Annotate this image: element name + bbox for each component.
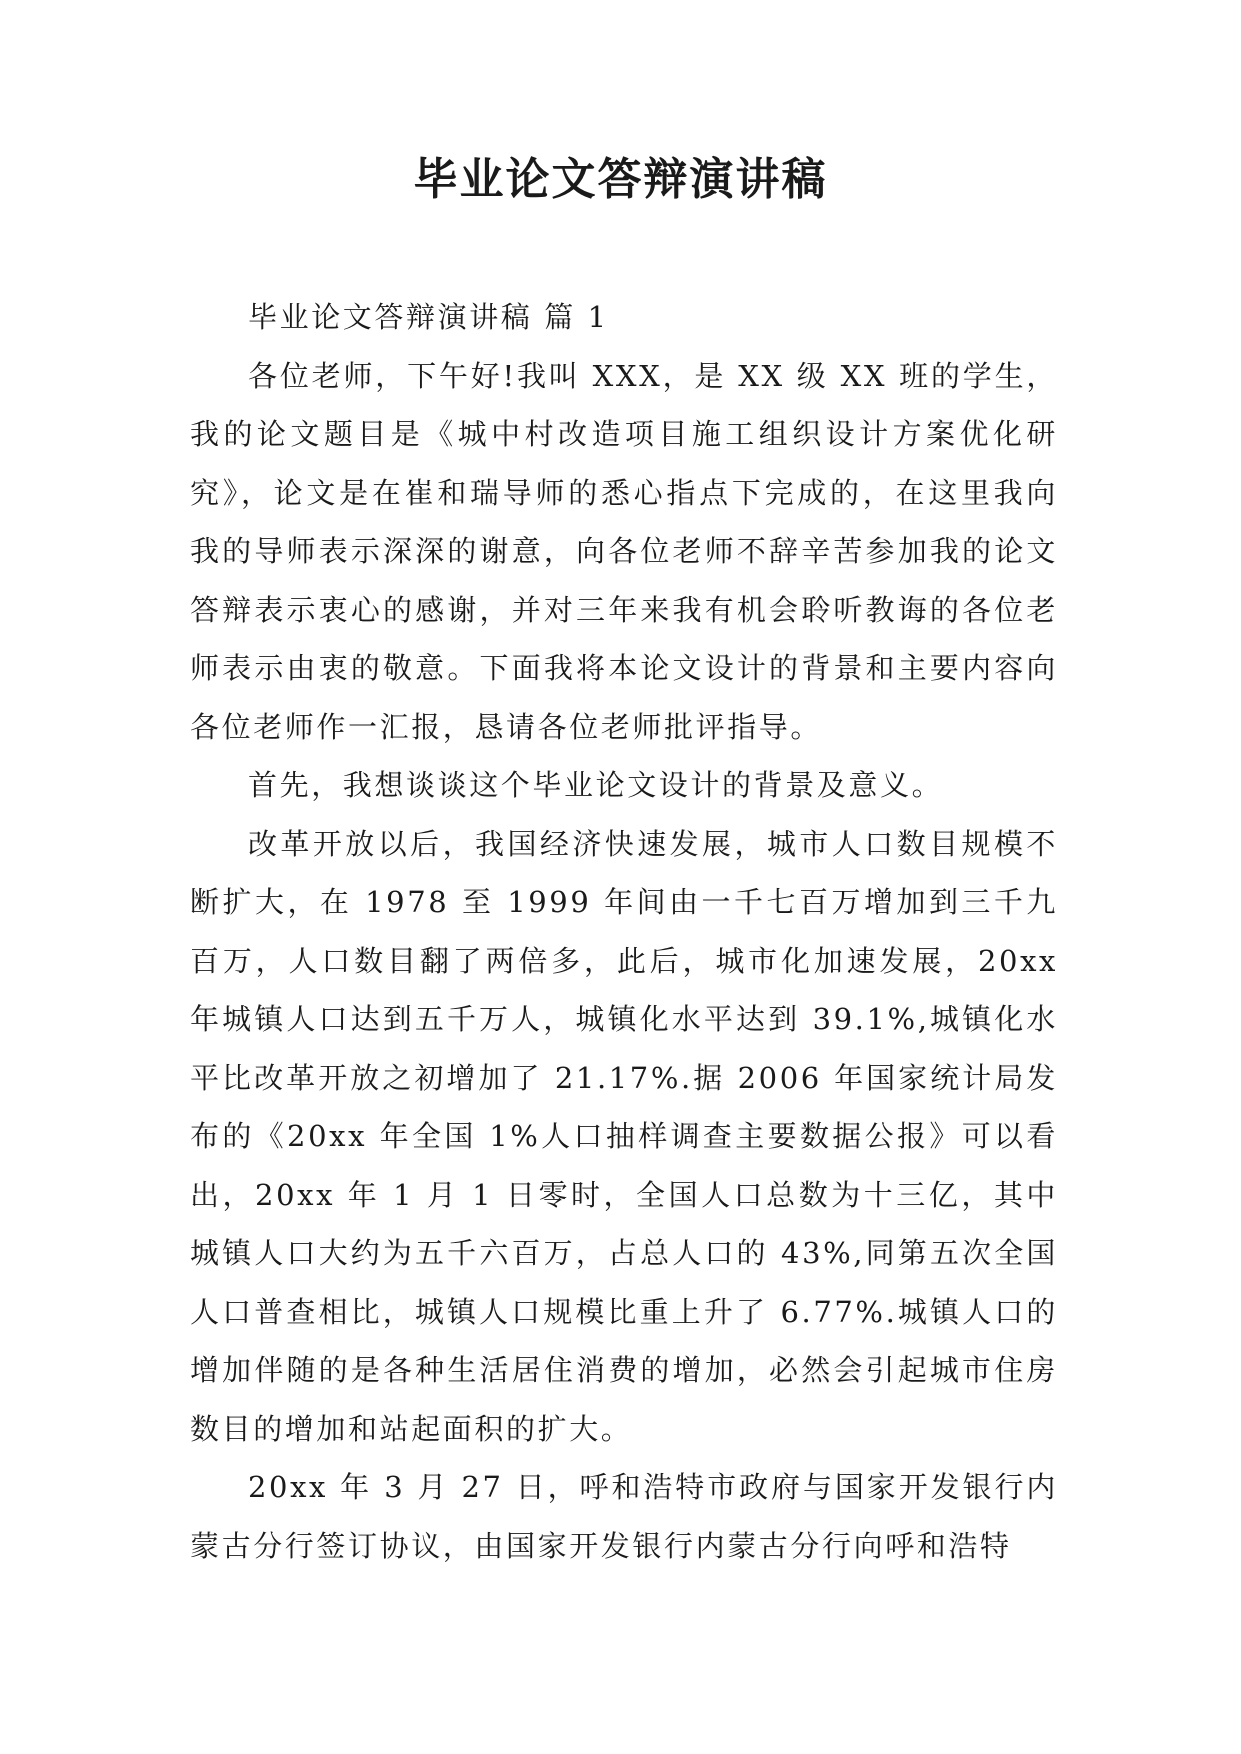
paragraph: 改革开放以后，我国经济快速发展，城市人口数目规模不断扩大，在 1978 至 1999 年间由一千七百万增加到三千九百万，人口数目翻了两倍多，此后，城市化加速发展，20xx 年城镇人口达到五千万人，城镇化水平达到 39.1%,城镇化水平比改革开放之初增加了 21.17%.据 2006 年国家统计局发布的《20xx 年全国 1%人口抽样调查主要数据公报》可以看出，20xx 年 1 月 1 日零时，全国人口总数为十三亿，其中城镇人口大约为五千六百万，占总人口的 43%,同第五次全国人口普查相比，城镇人口规模比重上升了 6.77%.城镇人口的增加伴随的是各种生活居住消费的增加，必然会引起城市住房数目的增加和站起面积的扩大。 [190, 826, 1058, 1446]
section-heading: 毕业论文答辩演讲稿 篇 1 [248, 300, 609, 334]
paragraph: 首先，我想谈谈这个毕业论文设计的背景及意义。 [248, 768, 944, 802]
document-title: 毕业论文答辩演讲稿 [413, 154, 828, 205]
paragraph: 20xx 年 3 月 27 日，呼和浩特市政府与国家开发银行内蒙古分行签订协议，由国家开发银行内蒙古分行向呼和浩特 [190, 1470, 1058, 1563]
paragraph: 各位老师，下午好!我叫 XXX，是 XX 级 XX 班的学生，我的论文题目是《城中村改造项目施工组织设计方案优化研究》，论文是在崔和瑞导师的悉心指点下完成的，在这里我向我的导师表示深深的谢意，向各位老师不辞辛苦参加我的论文答辩表示衷心的感谢，并对三年来我有机会聆听教诲的各位老师表示由衷的敬意。下面我将本论文设计的背景和主要内容向各位老师作一汇报，恳请各位老师批评指导。 [190, 358, 1058, 744]
document-body [190, 288, 1058, 1575]
